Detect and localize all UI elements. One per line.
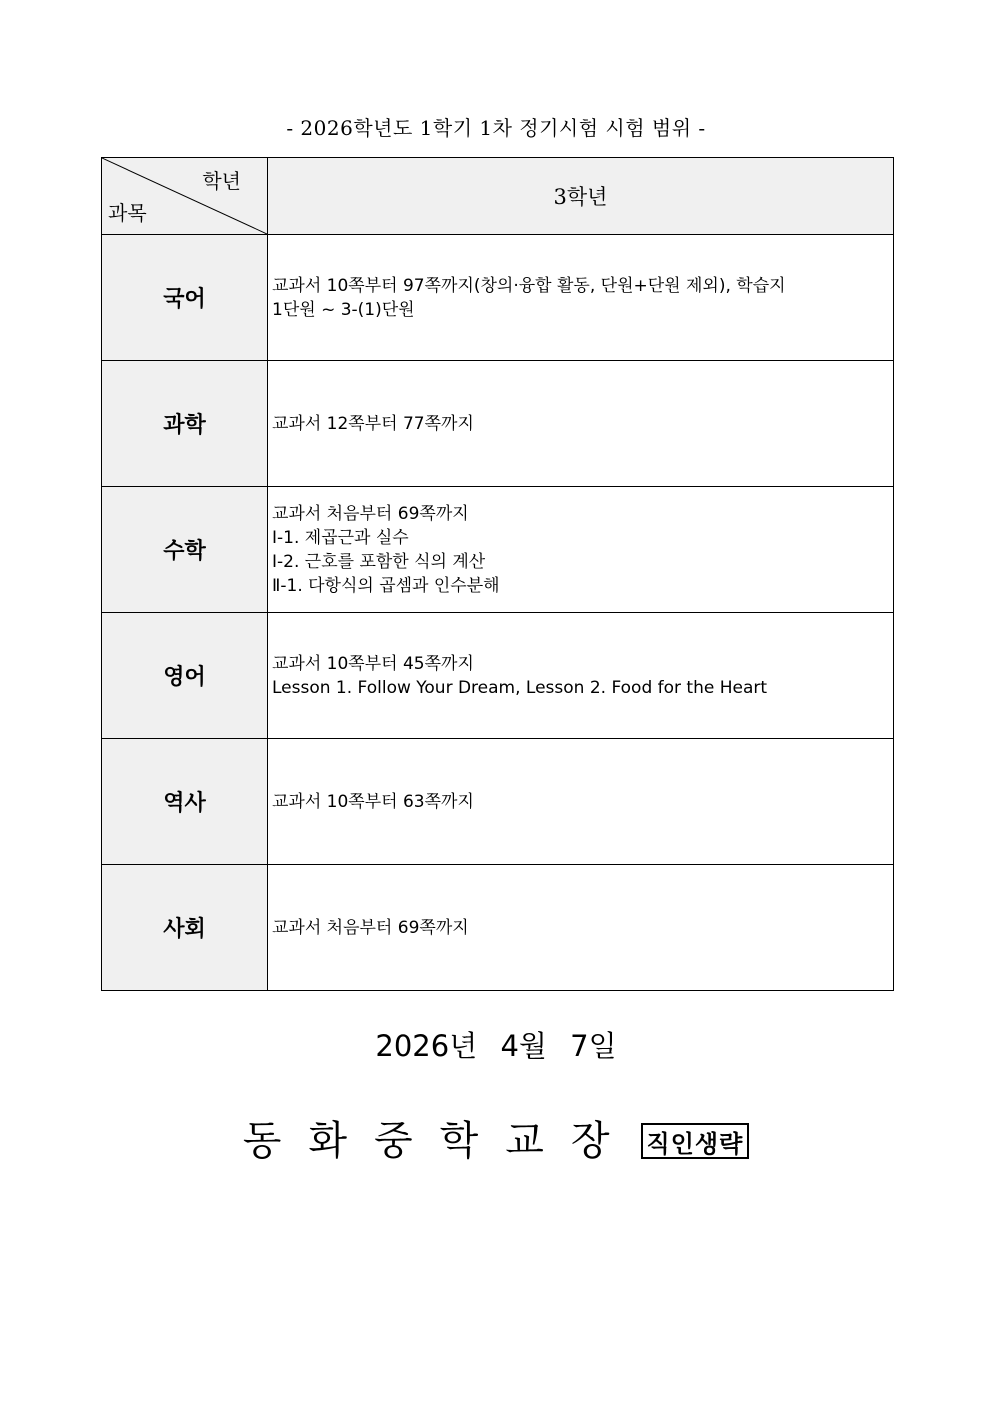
range-line: 교과서 처음부터 69쪽까지	[272, 917, 469, 938]
issue-date: 2026년 4월 7일	[375, 1029, 617, 1063]
subject-math: 수학	[102, 487, 268, 613]
range-line: Ⅰ-1. 제곱근과 실수	[272, 527, 409, 548]
grade-header: 3학년	[268, 158, 894, 235]
table-row	[102, 361, 894, 487]
range-line: 1단원 ~ 3-(1)단원	[272, 299, 415, 320]
range-line: 교과서 처음부터 69쪽까지	[272, 503, 469, 524]
range-line: 교과서 10쪽부터 97쪽까지(창의·융합 활동, 단원+단원 제외), 학습지	[272, 275, 786, 296]
subject-korean: 국어	[102, 235, 268, 361]
subject-science: 과학	[102, 361, 268, 487]
table-header-row	[102, 158, 894, 235]
document-title: - 2026학년도 1학기 1차 정기시험 시험 범위 -	[286, 116, 706, 140]
range-line: Lesson 1. Follow Your Dream, Lesson 2. Food for the Heart	[272, 677, 768, 698]
table-row	[102, 487, 894, 613]
range-line: 교과서 12쪽부터 77쪽까지	[272, 413, 474, 434]
table-row	[102, 865, 894, 991]
range-line: Ⅱ-1. 다항식의 곱셈과 인수분해	[272, 575, 500, 596]
range-science	[268, 361, 894, 487]
exam-range-table	[101, 157, 894, 991]
seal-omitted-stamp: 직인생략	[641, 1123, 750, 1159]
signature-block	[0, 1115, 992, 1167]
grade-corner-label: 학년	[202, 169, 241, 193]
table-row	[102, 739, 894, 865]
range-korean	[268, 235, 894, 361]
subject-history: 역사	[102, 739, 268, 865]
range-english	[268, 613, 894, 739]
range-math	[268, 487, 894, 613]
range-line: Ⅰ-2. 근호를 포함한 식의 계산	[272, 551, 486, 572]
range-social	[268, 865, 894, 991]
school-principal-name: 동화중학교장	[242, 1118, 637, 1164]
diagonal-header-cell	[102, 158, 268, 235]
subject-corner-label: 과목	[108, 201, 147, 225]
subject-english: 영어	[102, 613, 268, 739]
range-line: 교과서 10쪽부터 63쪽까지	[272, 791, 474, 812]
range-history	[268, 739, 894, 865]
subject-social: 사회	[102, 865, 268, 991]
table-row	[102, 613, 894, 739]
range-line: 교과서 10쪽부터 45쪽까지	[272, 653, 474, 674]
table-row	[102, 235, 894, 361]
